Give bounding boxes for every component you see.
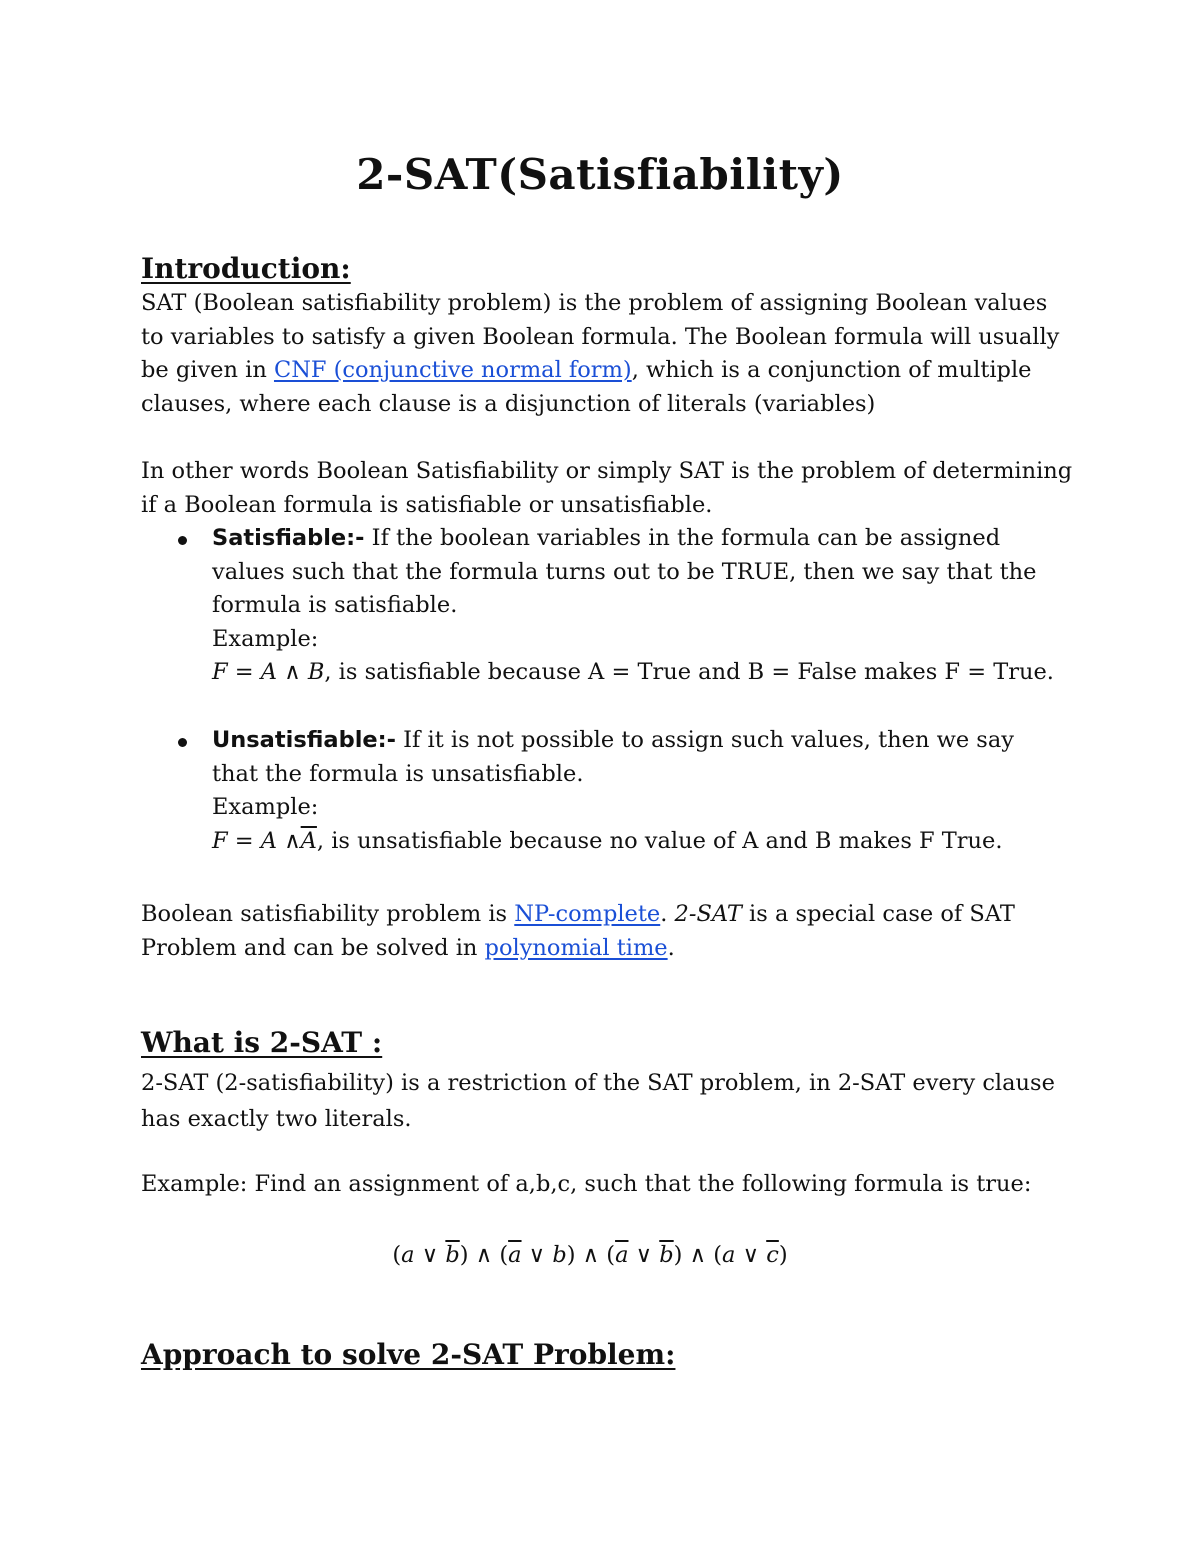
paren: ): [673, 1242, 683, 1268]
bullet-icon: [178, 738, 187, 747]
math-var: a: [722, 1242, 736, 1268]
text-fragment: Problem and can be solved in: [141, 934, 485, 961]
text-line: [141, 354, 1081, 388]
clause-1: [392, 1242, 468, 1268]
text-line: Example: Find an assignment of a,b,c, such that the following formula is true:: [141, 1171, 1032, 1197]
text-fragment: If it is not possible to assign such values, then we say: [396, 727, 1014, 753]
clause-4: [713, 1242, 787, 1268]
example-formula-2sat: [0, 1242, 1180, 1268]
paren: ): [566, 1242, 576, 1268]
what-is-heading: What is 2-SAT :: [141, 1026, 383, 1059]
text-fragment: , which is a conjunction of multiple: [631, 357, 1032, 383]
example-formula: [212, 656, 1092, 690]
definition-paragraph: [141, 455, 1081, 522]
text-line: [212, 522, 1092, 556]
text-fragment: , is unsatisfiable because no value of A and B makes F True.: [316, 827, 1003, 854]
text-line: [141, 898, 1081, 932]
page-title: 2-SAT(Satisfiability): [356, 150, 844, 199]
example-label: Example:: [212, 794, 319, 820]
math-op: ∧: [682, 1242, 714, 1268]
math-var-negated: $\overline{c}$: [766, 1242, 779, 1268]
paren: (: [392, 1242, 402, 1268]
text-fragment: If the boolean variables in the formula can be assigned: [364, 525, 1001, 551]
text-line: [141, 932, 1081, 966]
text-fragment: .: [667, 934, 675, 961]
text-line: [212, 724, 1092, 758]
text-line: formula is satisfiable.: [212, 592, 458, 618]
math-op: ∨: [521, 1242, 553, 1268]
text-fragment: be given in: [141, 357, 274, 383]
text-fragment: 2-SAT: [674, 901, 742, 927]
math-var-negated: $\overline{A}$: [300, 827, 317, 854]
clause-2: [499, 1242, 575, 1268]
example-formula: [212, 825, 1092, 859]
math-var: A: [260, 659, 278, 685]
term-label: Unsatisfiable:-: [212, 727, 396, 753]
polynomial-time-link[interactable]: polynomial time: [484, 934, 668, 961]
clause-3: [606, 1242, 682, 1268]
text-line: has exactly two literals.: [141, 1106, 412, 1132]
text-line: values such that the formula turns out to be TRUE, then we say that the: [212, 558, 1037, 585]
approach-heading: Approach to solve 2-SAT Problem:: [141, 1338, 676, 1371]
bullet-content: [212, 724, 1092, 858]
math-var-negated: $\overline{a}$: [615, 1242, 629, 1268]
math-op: ∨: [414, 1242, 446, 1268]
text-line: to variables to satisfy a given Boolean formula. The Boolean formula will usually: [141, 323, 1060, 350]
text-line: if a Boolean formula is satisfiable or unsatisfiable.: [141, 491, 713, 518]
paren: ): [459, 1242, 469, 1268]
math-var-negated: $\overline{b}$: [659, 1242, 674, 1268]
math-var-negated: $\overline{b}$: [445, 1242, 460, 1268]
text-line: that the formula is unsatisfiable.: [212, 760, 584, 787]
text-line: clauses, where each clause is a disjunction of literals (variables): [141, 390, 876, 417]
math-var: a: [401, 1242, 415, 1268]
bullet-icon: [178, 536, 187, 545]
introduction-heading: Introduction:: [141, 252, 351, 285]
paren: (: [499, 1242, 509, 1268]
term-label: Satisfiable:-: [212, 525, 365, 551]
math-op: =: [227, 827, 261, 854]
np-complete-link[interactable]: NP-complete: [514, 901, 661, 927]
paren: (: [606, 1242, 616, 1268]
text-line: SAT (Boolean satisfiability problem) is the problem of assigning Boolean values: [141, 290, 1048, 316]
np-paragraph: [141, 898, 1081, 965]
example-label: Example:: [212, 625, 319, 652]
bullet-content: [212, 522, 1092, 690]
math-op: ∧: [277, 659, 308, 685]
math-var: F: [212, 659, 228, 685]
text-fragment: .: [660, 901, 675, 927]
cnf-link[interactable]: CNF (conjunctive normal form): [273, 357, 632, 383]
math-op: ∨: [628, 1242, 660, 1268]
text-fragment: is a special case of SAT: [741, 901, 1015, 927]
math-var: B: [307, 659, 325, 685]
paren: (: [713, 1242, 723, 1268]
what-is-paragraph: [141, 1065, 1081, 1137]
text-line: In other words Boolean Satisfiability or simply SAT is the problem of determining: [141, 458, 1073, 484]
intro-paragraph: [141, 287, 1081, 421]
math-var-negated: $\overline{a}$: [508, 1242, 522, 1268]
math-var: b: [552, 1242, 567, 1268]
paren: ): [778, 1242, 788, 1268]
text-fragment: Boolean satisfiability problem is: [141, 901, 515, 927]
text-line: 2-SAT (2-satisfiability) is a restriction of the SAT problem, in 2-SAT every clause: [141, 1070, 1055, 1096]
math-var: F: [212, 827, 228, 854]
math-var: A: [260, 827, 278, 854]
math-op: ∧: [468, 1242, 500, 1268]
math-op: =: [227, 659, 261, 685]
text-fragment: , is satisfiable because A = True and B = False makes F = True.: [324, 659, 1054, 685]
math-op: ∨: [735, 1242, 767, 1268]
math-op: ∧: [277, 827, 301, 854]
math-op: ∧: [575, 1242, 607, 1268]
example-paragraph: [141, 1168, 1081, 1202]
